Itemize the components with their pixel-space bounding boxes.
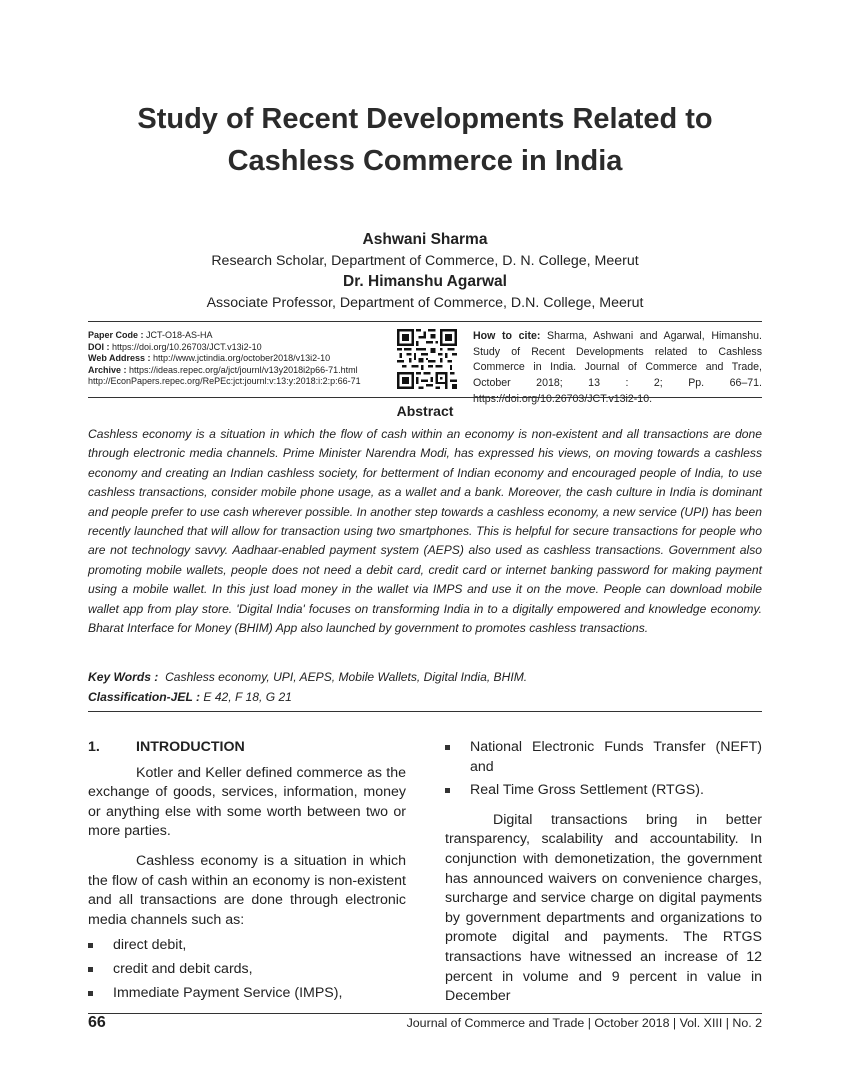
doi-line	[88, 342, 388, 354]
left-column	[88, 738, 406, 1007]
bullet-list	[445, 738, 762, 801]
page-number: 66	[88, 1014, 106, 1031]
footer-rule	[88, 1013, 762, 1014]
jel-classification	[88, 690, 762, 704]
right-column	[445, 738, 762, 1017]
list-item	[445, 781, 762, 801]
doi-label: DOI :	[88, 341, 110, 352]
paper-title	[0, 98, 850, 182]
keywords	[88, 670, 762, 684]
web-address-line	[88, 353, 388, 365]
title-line: Cashless Commerce in India	[227, 145, 623, 177]
paper-metadata	[88, 330, 388, 388]
qr-code-icon	[397, 329, 457, 389]
section-heading	[88, 738, 406, 758]
title-line: Study of Recent Developments Related to	[137, 103, 713, 135]
list-item-text: Real Time Gross Settlement (RTGS).	[470, 782, 704, 799]
list-item	[88, 936, 406, 956]
author-affiliation: Associate Professor, Department of Commerce, D.N. College, Meerut	[206, 295, 644, 311]
archive-label: Archive :	[88, 364, 127, 375]
jel-label: Classification-JEL :	[88, 690, 201, 704]
section-title: INTRODUCTION	[136, 739, 245, 755]
citation-text: Sharma, Ashwani and Agarwal, Himanshu. Study of Recent Developments related to Cashless Commerce in India. Journal of Commerce and Trade, October 2018; 13 : 2; Pp. 66–71. https://doi.org/10.26703/JCT.v13i2-10.	[473, 330, 762, 405]
author-affiliation: Research Scholar, Department of Commerce, D. N. College, Meerut	[211, 253, 639, 269]
bullet-list	[88, 936, 406, 1003]
bullet-square-icon	[445, 745, 450, 750]
list-item-text: National Electronic Funds Transfer (NEFT) and	[470, 739, 762, 775]
doi-link[interactable]: https://doi.org/10.26703/JCT.v13i2-10	[112, 341, 262, 352]
web-address-label: Web Address :	[88, 353, 151, 364]
paragraph: Digital transactions bring in better transparency, scalability and accountability. In conjunction with demonetization, the government has announced waivers on convenience charges, surcharge and service charge on digital payments by government departments and organizations to promote digital and payments. The RTGS transactions have witnessed an increase of 12 percent in volume and 9 percent in value in December	[445, 811, 762, 1005]
abstract-bottom-rule	[88, 711, 762, 712]
list-item-text: credit and debit cards,	[113, 960, 253, 977]
list-item-text: direct debit,	[113, 937, 187, 954]
paragraph: Kotler and Keller defined commerce as the exchange of goods, services, information, money or anything else with some worth between two or more parties.	[88, 764, 406, 840]
header-rule	[88, 321, 762, 322]
how-to-cite-label: How to cite:	[473, 330, 541, 342]
author-name: Ashwani Sharma	[362, 231, 488, 248]
how-to-cite	[473, 329, 762, 408]
keywords-label: Key Words :	[88, 670, 159, 684]
bullet-square-icon	[88, 943, 93, 948]
abstract-top-rule	[88, 397, 762, 398]
list-item	[88, 960, 406, 980]
paragraph: Cashless economy is a situation in which the flow of cash within an economy is non-existent and all transactions are done through electronic media channels such as:	[88, 852, 406, 928]
list-item-text: Immediate Payment Service (IMPS),	[113, 984, 343, 1001]
web-address-link[interactable]: http://www.jctindia.org/october2018/v13i2-10	[153, 353, 331, 364]
bullet-square-icon	[445, 788, 450, 793]
paper-code-label: Paper Code :	[88, 330, 144, 340]
bullet-square-icon	[88, 967, 93, 972]
paper-code: JCT-O18-AS-HA	[146, 330, 213, 340]
section-number: 1.	[88, 739, 100, 755]
list-item	[445, 738, 762, 777]
author-name: Dr. Himanshu Agarwal	[343, 273, 507, 290]
journal-info: Journal of Commerce and Trade | October 2018 | Vol. XIII | No. 2	[406, 1016, 762, 1030]
archive-link[interactable]: https://ideas.repec.org/a/jct/journl/v13y2018i2p66-71.html	[129, 364, 358, 375]
abstract-text: Cashless economy is a situation in which the flow of cash within an economy is non-existent and all transactions are done through electronic media channels. Prime Minister Narendra Modi, has expressed his views, on moving towards a cashless economy and creating an Indian cashless society, for betterment of Indian economy and encouraged people of India, to use cashless transactions, consider mobile phone usage, as a wallet and a bank. Moreover, the cash culture in India is dominant and people prefer to use cash wherever possible. In another step towards a cashless economy, a new service (UPI) has been recently launched that will allow for transaction using two smartphones. This is helpful for secure transactions for people who are not technology savvy. Aadhaar-enabled payment system (AEPS) also used as cashless transactions. Government also promoting mobile wallets, people does not need a debit card, credit card or internet banking password for making payment using a mobile wallet. In this just load money in the wallet via IMPS and use it on the move. People can download mobile wallet app from play store. 'Digital India' focuses on transforming India in to a digitally empowered and knowledge economy. Bharat Interface for Money (BHIM) App also launched by government to promotes cashless transactions.	[88, 427, 762, 636]
abstract-heading: Abstract	[396, 403, 454, 419]
list-item	[88, 984, 406, 1004]
bullet-square-icon	[88, 991, 93, 996]
keywords-value: Cashless economy, UPI, AEPS, Mobile Wallets, Digital India, BHIM.	[165, 670, 528, 684]
jel-value: E 42, F 18, G 21	[203, 690, 292, 704]
archive-link-2[interactable]: http://EconPapers.repec.org/RePEc:jct:journl:v:13:y:2018:i:2:p:66-71	[88, 376, 361, 387]
paper-code-line	[88, 330, 388, 342]
archive-line	[88, 365, 388, 377]
